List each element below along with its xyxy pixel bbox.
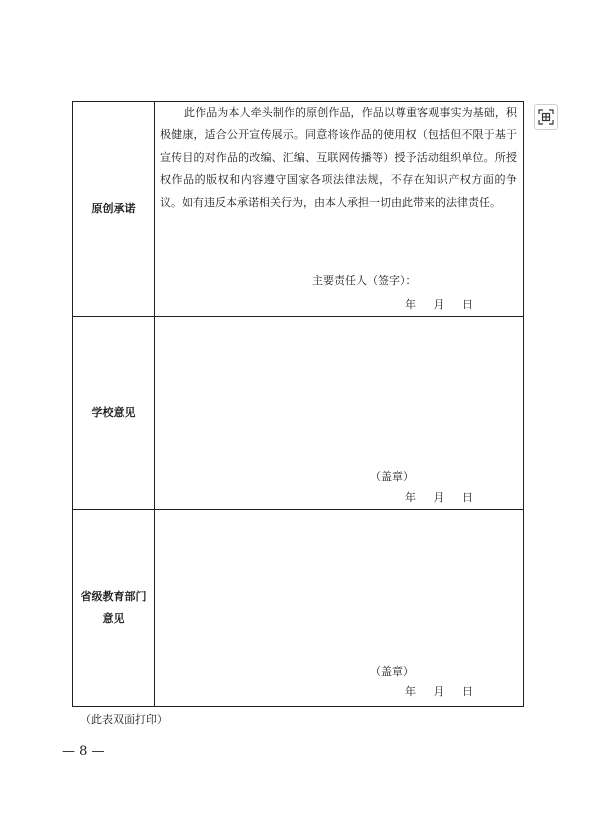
province-label-line2: 意见 xyxy=(102,612,125,625)
signature-line: 主要责任人（签字）： xyxy=(312,274,417,287)
province-opinion-row xyxy=(73,510,523,706)
province-stamp: （盖章） xyxy=(370,665,414,678)
originality-cell xyxy=(155,102,523,316)
school-opinion-row xyxy=(73,317,523,510)
originality-label: 原创承诺 xyxy=(73,102,155,316)
school-date: 年 月 日 xyxy=(405,491,473,504)
province-opinion-label xyxy=(73,510,155,706)
school-stamp: （盖章） xyxy=(370,470,414,483)
page-number: — 8 — xyxy=(62,744,105,759)
originality-date: 年 月 日 xyxy=(405,298,473,311)
scan-icon[interactable] xyxy=(534,104,558,130)
commitment-text: 此作品为本人牵头制作的原创作品，作品以尊重客观事实为基础，积极健康，适合公开宣传展示。同意将该作品的使用权（包括但不限于基于宣传目的对作品的改编、汇编、互联网传播等）授予活动组织单位。所授权作品的版权和内容遵守国家各项法律法规，不存在知识产权方面的争议。如有违反本承诺相关行为，由本人承担一切由此带来的法律责任。 xyxy=(160,106,517,209)
print-note: （此表双面打印） xyxy=(80,713,168,726)
province-label-line1: 省级教育部门 xyxy=(80,590,147,603)
commitment-form-table xyxy=(72,101,524,707)
scan-icon-glyph xyxy=(538,109,554,125)
school-opinion-label: 学校意见 xyxy=(73,317,155,509)
province-date: 年 月 日 xyxy=(405,685,473,698)
province-opinion-cell xyxy=(155,510,523,706)
school-opinion-cell xyxy=(155,317,523,509)
originality-row xyxy=(73,102,523,317)
